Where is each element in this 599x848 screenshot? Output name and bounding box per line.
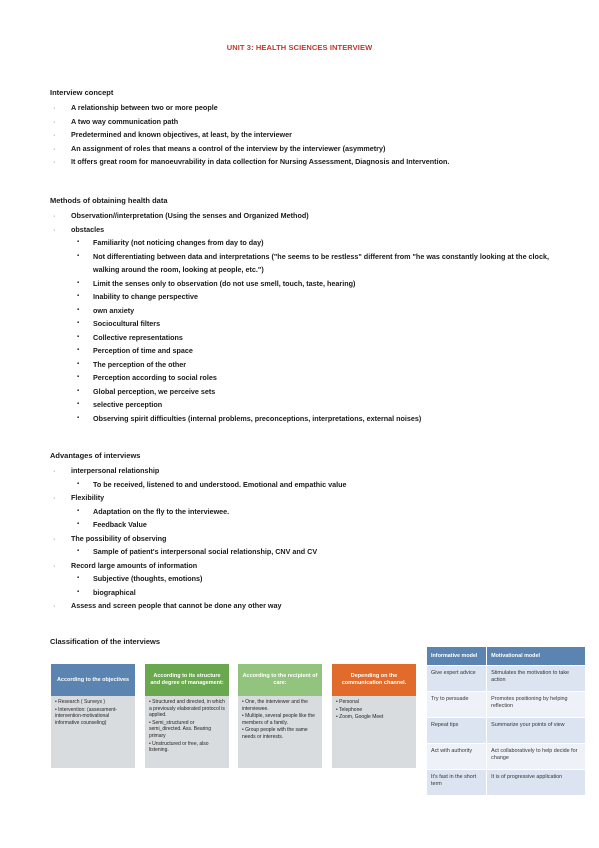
- card-body: [238, 696, 322, 745]
- list-item: ▪ own anxiety: [50, 304, 560, 318]
- card-header: According to the objectives: [51, 664, 135, 696]
- concept-list: [50, 101, 560, 169]
- list-item: · Flexibility: [50, 491, 560, 505]
- advantages-list: [50, 464, 560, 613]
- list-item: ▪ Adaptation on the fly to the interviewee.: [50, 505, 560, 519]
- card-line: • Zoom, Google Meet: [336, 714, 384, 721]
- list-item: ▪ Perception of time and space: [50, 344, 560, 358]
- list-item: · Assess and screen people that cannot be done any other way: [50, 599, 560, 613]
- list-item: ▪ Sample of patient's interpersonal social relationship, CNV and CV: [50, 545, 560, 559]
- list-item: ▪ biographical: [50, 586, 560, 600]
- list-item: ▪ Collective representations: [50, 331, 560, 345]
- list-item: · interpersonal relationship: [50, 464, 560, 478]
- card-body: [51, 696, 135, 730]
- table-cell: It is of progressive application: [487, 770, 586, 796]
- list-item: ▪ Sociocultural filters: [50, 317, 560, 331]
- card-header: According to its structure and degree of management:: [145, 664, 229, 696]
- table-cell: Promotes positioning by helping reflection: [487, 692, 586, 718]
- list-item: ▪ Global perception, we perceive sets: [50, 385, 560, 399]
- page-title: UNIT 3: HEALTH SCIENCES INTERVIEW: [226, 43, 373, 52]
- classification-heading: Classification of the interviews: [50, 637, 161, 646]
- card-line: • Multiple, several people like the members of a family.: [242, 713, 315, 726]
- table-header: Informative model: [427, 647, 487, 666]
- models-table: [426, 646, 586, 796]
- list-item: · It offers great room for manoeuvrability in data collection for Nursing Assessment, Diagnosis and Intervention.: [50, 155, 560, 169]
- classification-card-objectives: [51, 664, 135, 768]
- methods-section: [50, 196, 560, 425]
- card-line: • Research ( Surveys ): [55, 699, 106, 705]
- advantages-section: [50, 451, 560, 613]
- table-cell: It's fast in the short term: [427, 770, 487, 796]
- list-item: ▪ Inability to change perspective: [50, 290, 560, 304]
- classification-card-structure: [145, 664, 229, 768]
- list-item: ▪ To be received, listened to and understood. Emotional and empathic value: [50, 478, 560, 492]
- list-item: ▪ selective perception: [50, 398, 560, 412]
- table-cell: Stimulates the motivation to take action: [487, 666, 586, 692]
- table-cell: Repeat tips: [427, 718, 487, 744]
- methods-heading: Methods of obtaining health data: [50, 196, 168, 205]
- list-item: · obstacles: [50, 223, 560, 237]
- card-line: • One, the interviewer and the interviewee.: [242, 699, 308, 712]
- classification-card-channel: [332, 664, 416, 768]
- card-line: • Personal: [336, 699, 359, 705]
- advantages-heading: Advantages of interviews: [50, 451, 141, 460]
- table-cell: Act with authority: [427, 744, 487, 770]
- list-item: · A two way communication path: [50, 115, 560, 129]
- methods-list: [50, 209, 560, 425]
- card-body: [332, 696, 416, 725]
- list-item: · The possibility of observing: [50, 532, 560, 546]
- card-header: Depending on the communication channel.: [332, 664, 416, 696]
- table-row: [427, 666, 586, 692]
- table-row: [427, 744, 586, 770]
- list-item: · Observation//interpretation (Using the senses and Organized Method): [50, 209, 560, 223]
- list-item: · A relationship between two or more people: [50, 101, 560, 115]
- table-row: [427, 770, 586, 796]
- table-cell: Try to persuade: [427, 692, 487, 718]
- list-item: ▪ Limit the senses only to observation (do not use smell, touch, taste, hearing): [50, 277, 560, 291]
- table-header-row: [427, 647, 586, 666]
- table-header: Motivational model: [487, 647, 586, 666]
- list-item: ▪ Perception according to social roles: [50, 371, 560, 385]
- card-body: [145, 696, 229, 758]
- table-cell: Act collaboratively to help decide for change: [487, 744, 586, 770]
- list-item: ▪ Subjective (thoughts, emotions): [50, 572, 560, 586]
- table-row: [427, 692, 586, 718]
- card-line: • Group people with the same needs or interests.: [242, 727, 308, 740]
- card-line: • Semi_structured or semi_directed. Ass. Bearing primary: [149, 719, 211, 739]
- classification-card-recipient: [238, 664, 322, 768]
- list-item: ▪ Familiarity (not noticing changes from day to day): [50, 236, 560, 250]
- interview-concept-section: [50, 88, 560, 169]
- card-line: • Structured and directed, in which a previously elaborated protocol is applied.: [149, 699, 225, 719]
- card-line: • Intervention: (assessment-intervention-motivational informative counseling): [55, 706, 118, 726]
- table-row: [427, 718, 586, 744]
- card-line: • Telephone: [336, 706, 363, 713]
- list-item: ▪ The perception of the other: [50, 358, 560, 372]
- list-item: · An assignment of roles that means a control of the interview by the interviewer (asymmetry): [50, 142, 560, 156]
- table-cell: Give expert advice: [427, 666, 487, 692]
- interview-concept-heading: Interview concept: [50, 88, 114, 97]
- list-item: ▪ Observing spirit difficulties (internal problems, preconceptions, interpretations, external noises): [50, 412, 560, 426]
- list-item: ▪ Feedback Value: [50, 518, 560, 532]
- list-item: · Predetermined and known objectives, at least, by the interviewer: [50, 128, 560, 142]
- card-line: • Unstructured or free, also listening.: [149, 740, 209, 754]
- list-item: · Record large amounts of information: [50, 559, 560, 573]
- card-header: According to the recipient of care:: [238, 664, 322, 696]
- table-cell: Summarize your points of view: [487, 718, 586, 744]
- list-item: ▪ Not differentiating between data and interpretations ("he seems to be restless" different from "he was constantly looking at the clock, walking around the room, looking at people, etc."): [50, 250, 560, 277]
